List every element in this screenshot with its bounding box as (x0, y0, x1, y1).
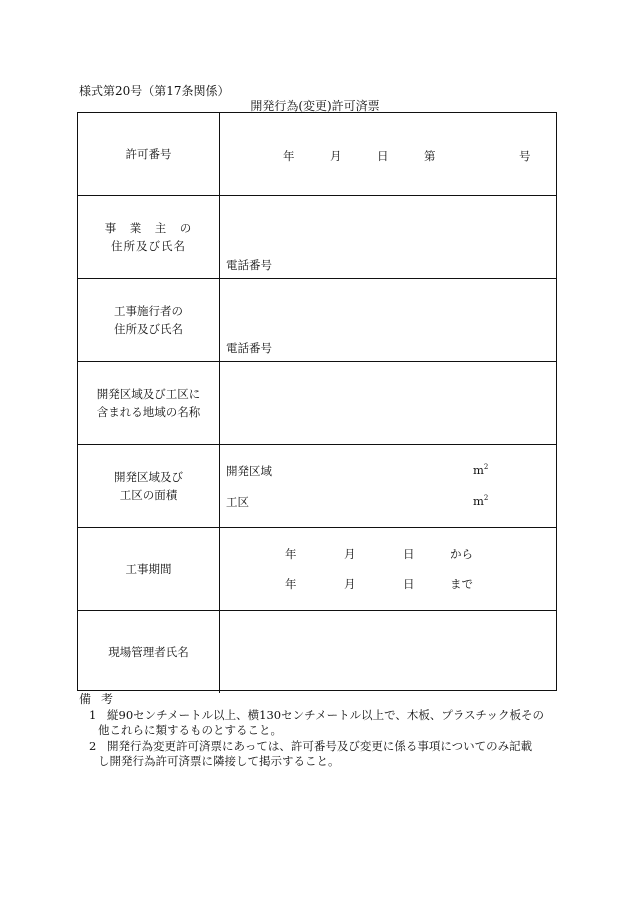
row-area-name (78, 362, 556, 445)
row-period (78, 528, 556, 611)
permit-number-label: 許可番号 (78, 113, 220, 195)
site-manager-field[interactable] (220, 611, 556, 693)
permit-number-field[interactable] (220, 113, 556, 195)
period-end-year: 年 (285, 577, 297, 591)
period-label: 工事期間 (78, 528, 220, 610)
permit-dai-label: 第 (424, 149, 436, 163)
period-until-label: まで (450, 577, 473, 591)
note-text: 縦90センチメートル以上、横130センチメートル以上で、木板、プラスチック板その (107, 708, 545, 722)
row-contractor (78, 279, 556, 362)
note-text-continued: 他これらに類するものとすること。 (98, 723, 282, 737)
notes-heading: 備考 (79, 692, 124, 706)
row-permit-number (78, 113, 556, 196)
period-from-label: から (450, 547, 473, 561)
period-end-day: 日 (403, 577, 415, 591)
note-text-continued: し開発行為許可済票に隣接して掲示すること。 (98, 754, 340, 768)
document-title: 開発行為(変更)許可済票 (250, 99, 380, 113)
contractor-field[interactable] (220, 279, 556, 361)
section-unit: $m^2$ (473, 494, 489, 508)
dev-area-unit: $m^2$ (473, 463, 489, 477)
permit-year-label: 年 (283, 149, 295, 163)
period-start-month: 月 (344, 547, 356, 561)
permit-table (77, 112, 557, 691)
developer-label: 事 業 主 の 住所及び氏名 (78, 196, 220, 278)
period-start-year: 年 (285, 547, 297, 561)
contractor-label: 工事施行者の 住所及び氏名 (78, 279, 220, 361)
developer-field[interactable] (220, 196, 556, 278)
area-name-field[interactable] (220, 362, 556, 444)
period-field[interactable] (220, 528, 556, 610)
area-name-label: 開発区域及び工区に 含まれる地域の名称 (78, 362, 220, 444)
note-item-1 (89, 708, 559, 738)
permit-month-label: 月 (330, 149, 342, 163)
site-manager-label: 現場管理者氏名 (78, 611, 220, 693)
section-label: 工区 (226, 495, 249, 509)
row-area-size (78, 445, 556, 528)
contractor-phone-label: 電話番号 (226, 341, 272, 355)
note-item-2 (89, 739, 559, 769)
row-site-manager (78, 611, 556, 693)
form-number: 様式第20号（第17条関係） (79, 84, 230, 98)
note-text: 開発行為変更許可済票にあっては、許可番号及び変更に係る事項についてのみ記載 (107, 739, 533, 753)
area-size-field[interactable] (220, 445, 556, 527)
period-start-day: 日 (403, 547, 415, 561)
area-size-label: 開発区域及び 工区の面積 (78, 445, 220, 527)
developer-phone-label: 電話番号 (226, 258, 272, 272)
period-end-month: 月 (344, 577, 356, 591)
dev-area-label: 開発区域 (226, 464, 272, 478)
permit-day-label: 日 (377, 149, 389, 163)
permit-go-label: 号 (519, 149, 531, 163)
note-number: 1 (89, 708, 97, 722)
row-developer (78, 196, 556, 279)
note-number: 2 (89, 739, 97, 753)
